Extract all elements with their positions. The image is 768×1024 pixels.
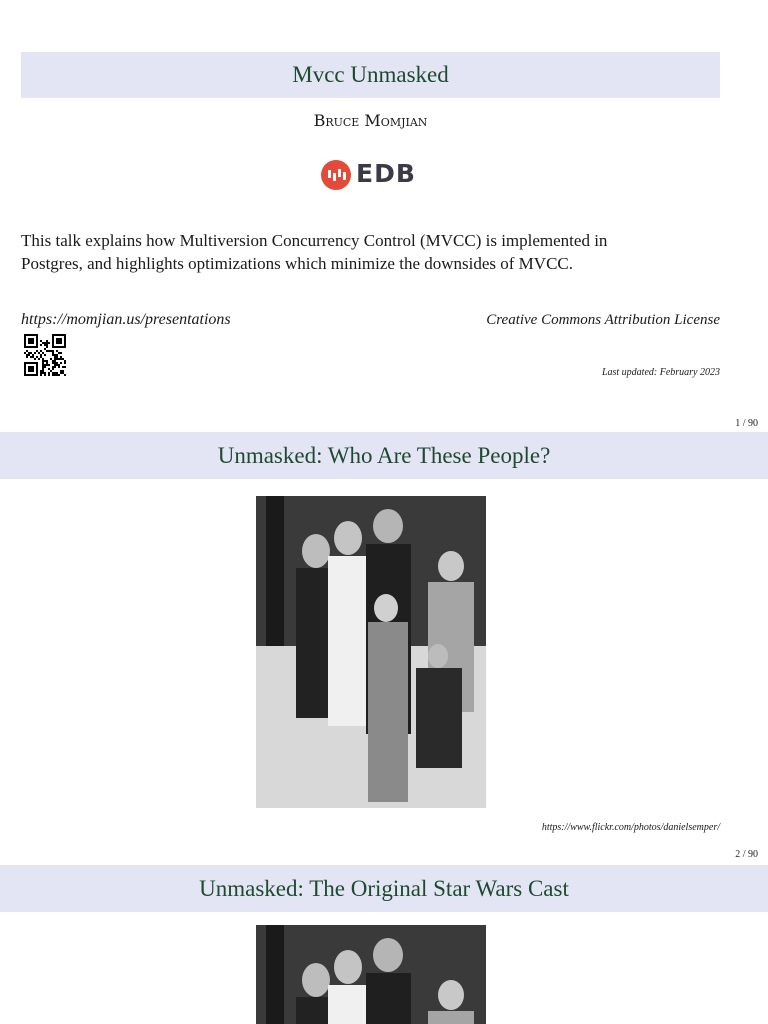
presentations-link[interactable]: https://momjian.us/presentations — [21, 311, 231, 328]
qr-code[interactable] — [24, 334, 66, 376]
qr-code-icon — [24, 334, 66, 376]
slide3-title-bar — [0, 865, 768, 912]
abstract — [21, 229, 741, 275]
cast-photo — [256, 496, 486, 808]
cast-photo-2 — [256, 925, 486, 1024]
cast-photo-2-image — [256, 925, 486, 1024]
page-number-1: 1 / 90 — [735, 418, 758, 429]
slide2-title-bar — [0, 432, 768, 479]
photo-credit: https://www.flickr.com/photos/danielsemper/ — [541, 822, 720, 833]
cast-photo-image — [256, 496, 486, 808]
author-name: Bruce Momjian — [313, 111, 428, 130]
last-updated: Last updated: February 2023 — [601, 367, 720, 378]
page-number-2: 2 / 90 — [735, 849, 758, 860]
edb-logo — [320, 159, 425, 191]
abstract-line-1: This talk explains how Multiversion Concurrency Control (MVCC) is implemented in — [21, 231, 608, 250]
slide3-title: Unmasked: The Original Star Wars Cast — [199, 875, 569, 901]
edb-logo-text: EDB — [356, 159, 416, 188]
slide2-title: Unmasked: Who Are These People? — [217, 442, 551, 468]
license-text: Creative Commons Attribution License — [486, 312, 720, 328]
slide1-title: Mvcc Unmasked — [292, 62, 449, 87]
slide1-title-bar — [21, 52, 720, 98]
abstract-line-2: Postgres, and highlights optimizations which minimize the downsides of MVCC. — [21, 254, 573, 273]
